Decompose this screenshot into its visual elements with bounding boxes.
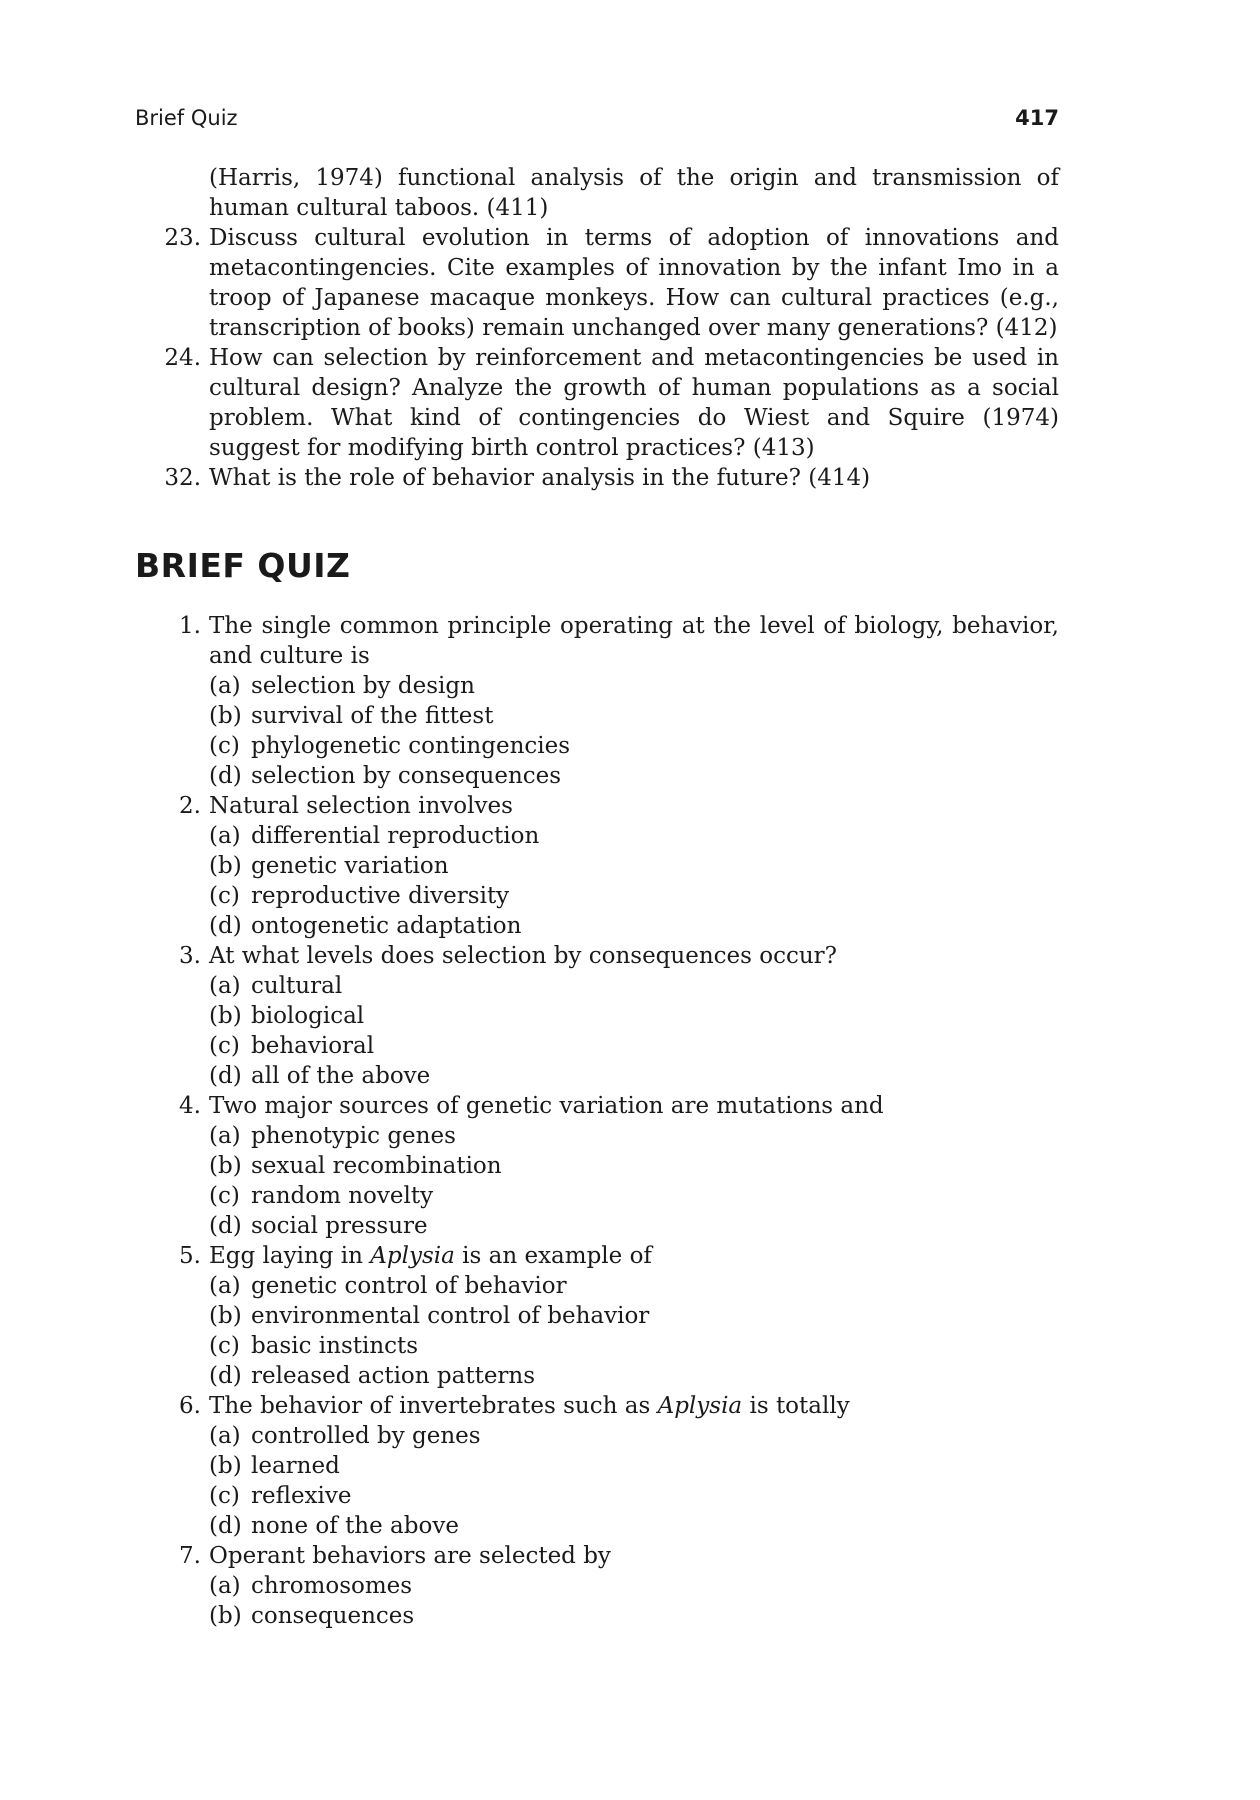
book-page	[135, 0, 1059, 1800]
option-label: (d)	[209, 1063, 242, 1089]
quiz-question-7	[135, 1541, 1059, 1571]
question-text-end: is an example of	[454, 1243, 652, 1269]
question-number: 5.	[179, 1243, 201, 1269]
option	[135, 1151, 1059, 1181]
page-number: 417	[1015, 106, 1059, 130]
option-label: (d)	[209, 1213, 242, 1239]
option	[135, 1331, 1059, 1361]
option	[135, 1121, 1059, 1151]
option-label: (a)	[209, 1573, 241, 1599]
option-text: consequences	[251, 1603, 415, 1629]
option-label: (d)	[209, 763, 242, 789]
option-label: (b)	[209, 703, 242, 729]
option	[135, 1481, 1059, 1511]
option-label: (a)	[209, 673, 241, 699]
option	[135, 671, 1059, 701]
option	[135, 1031, 1059, 1061]
option	[135, 761, 1059, 791]
review-continuation: (Harris, 1974) functional analysis of the origin and transmission of human cultural taboos. (411)	[209, 165, 1059, 221]
question-text	[209, 1391, 1059, 1421]
question-number: 3.	[179, 943, 201, 969]
option-label: (b)	[209, 853, 242, 879]
option-text: none of the above	[251, 1513, 459, 1539]
option-text: phenotypic genes	[251, 1123, 456, 1149]
option-label: (c)	[209, 733, 240, 759]
option-text: environmental control of behavior	[251, 1303, 650, 1329]
option	[135, 1421, 1059, 1451]
option-text: biological	[251, 1003, 365, 1029]
review-questions	[135, 163, 1059, 493]
species-name: Aplysia	[657, 1393, 743, 1419]
option	[135, 1571, 1059, 1601]
question-number: 23.	[164, 225, 201, 251]
option-label: (b)	[209, 1003, 242, 1029]
question-text: What is the role of behavior analysis in the future? (414)	[209, 465, 871, 491]
option-label: (c)	[209, 883, 240, 909]
question-number: 4.	[179, 1093, 201, 1119]
option	[135, 821, 1059, 851]
section-title: BRIEF QUIZ	[135, 546, 351, 585]
option-text: released action patterns	[251, 1363, 536, 1389]
option-text: learned	[251, 1453, 340, 1479]
question-text: Operant behaviors are selected by	[209, 1543, 611, 1569]
option	[135, 1451, 1059, 1481]
option-text: basic instincts	[251, 1333, 419, 1359]
running-head	[135, 106, 1059, 136]
question-text	[209, 1241, 1059, 1271]
option	[135, 1301, 1059, 1331]
option-text: chromosomes	[251, 1573, 413, 1599]
option-text: social pressure	[251, 1213, 428, 1239]
question-text: At what levels does selection by consequences occur?	[209, 943, 837, 969]
quiz-question-6	[135, 1391, 1059, 1421]
option-label: (d)	[209, 913, 242, 939]
option-label: (a)	[209, 973, 241, 999]
quiz-question-2	[135, 791, 1059, 821]
option	[135, 881, 1059, 911]
option-text: reproductive diversity	[251, 883, 510, 909]
option-label: (c)	[209, 1183, 240, 1209]
question-text: How can selection by reinforcement and metacontingencies be used in cultural design? Analyze the growth of human populations as a social problem. What kind of contingencies do Wiest and Squire (1974) suggest for modifying birth control practices? (413)	[209, 345, 1059, 461]
option-text: reflexive	[251, 1483, 352, 1509]
question-text: The single common principle operating at the level of biology, behavior, and culture is	[209, 613, 1059, 669]
option-text: behavioral	[251, 1033, 375, 1059]
option-text: selection by design	[251, 673, 475, 699]
quiz-question-3	[135, 941, 1059, 971]
option	[135, 731, 1059, 761]
option-label: (b)	[209, 1453, 242, 1479]
quiz-question-5	[135, 1241, 1059, 1271]
option	[135, 971, 1059, 1001]
option	[135, 1271, 1059, 1301]
option	[135, 1061, 1059, 1091]
option-label: (d)	[209, 1513, 242, 1539]
option	[135, 911, 1059, 941]
review-question-23	[135, 223, 1059, 343]
option	[135, 1211, 1059, 1241]
option	[135, 1001, 1059, 1031]
option-text: sexual recombination	[251, 1153, 502, 1179]
question-number: 24.	[164, 345, 201, 371]
question-text-start: The behavior of invertebrates such as	[209, 1393, 658, 1419]
option-text: survival of the fittest	[251, 703, 494, 729]
review-question-32	[135, 463, 1059, 493]
question-number: 1.	[179, 613, 201, 639]
option-label: (b)	[209, 1303, 242, 1329]
option	[135, 1601, 1059, 1631]
option-text: phylogenetic contingencies	[251, 733, 571, 759]
question-number: 6.	[179, 1393, 201, 1419]
review-question-24	[135, 343, 1059, 463]
question-number: 7.	[179, 1543, 201, 1569]
option	[135, 1361, 1059, 1391]
question-text-start: Egg laying in	[209, 1243, 371, 1269]
option-text: cultural	[251, 973, 343, 999]
option-label: (c)	[209, 1483, 240, 1509]
option-label: (a)	[209, 1123, 241, 1149]
option-label: (a)	[209, 823, 241, 849]
question-number: 2.	[179, 793, 201, 819]
option	[135, 851, 1059, 881]
question-number: 32.	[164, 465, 201, 491]
option-text: genetic control of behavior	[251, 1273, 567, 1299]
question-text: Two major sources of genetic variation are mutations and	[209, 1093, 884, 1119]
running-title: Brief Quiz	[135, 106, 238, 130]
option-text: ontogenetic adaptation	[251, 913, 522, 939]
quiz-question-4	[135, 1091, 1059, 1121]
option-label: (b)	[209, 1603, 242, 1629]
question-text: Natural selection involves	[209, 793, 513, 819]
option-text: controlled by genes	[251, 1423, 481, 1449]
option-label: (b)	[209, 1153, 242, 1179]
option	[135, 1181, 1059, 1211]
option-label: (a)	[209, 1273, 241, 1299]
question-text: Discuss cultural evolution in terms of adoption of innovations and metacontingencies. Cite examples of innovation by the infant Imo in a troop of Japanese macaque monkeys. How can cultural practices (e.g., transcription of books) remain unchanged over many generations? (412)	[209, 225, 1059, 341]
option-text: genetic variation	[251, 853, 449, 879]
option-text: selection by consequences	[251, 763, 562, 789]
option	[135, 1511, 1059, 1541]
option-text: random novelty	[251, 1183, 434, 1209]
option-label: (c)	[209, 1033, 240, 1059]
option-label: (c)	[209, 1333, 240, 1359]
species-name: Aplysia	[370, 1243, 455, 1269]
option-text: differential reproduction	[251, 823, 540, 849]
option-label: (d)	[209, 1363, 242, 1389]
brief-quiz	[135, 611, 1059, 1631]
question-text-end: is totally	[742, 1393, 850, 1419]
option-text: all of the above	[251, 1063, 431, 1089]
option-label: (a)	[209, 1423, 241, 1449]
quiz-question-1	[135, 611, 1059, 671]
option	[135, 701, 1059, 731]
